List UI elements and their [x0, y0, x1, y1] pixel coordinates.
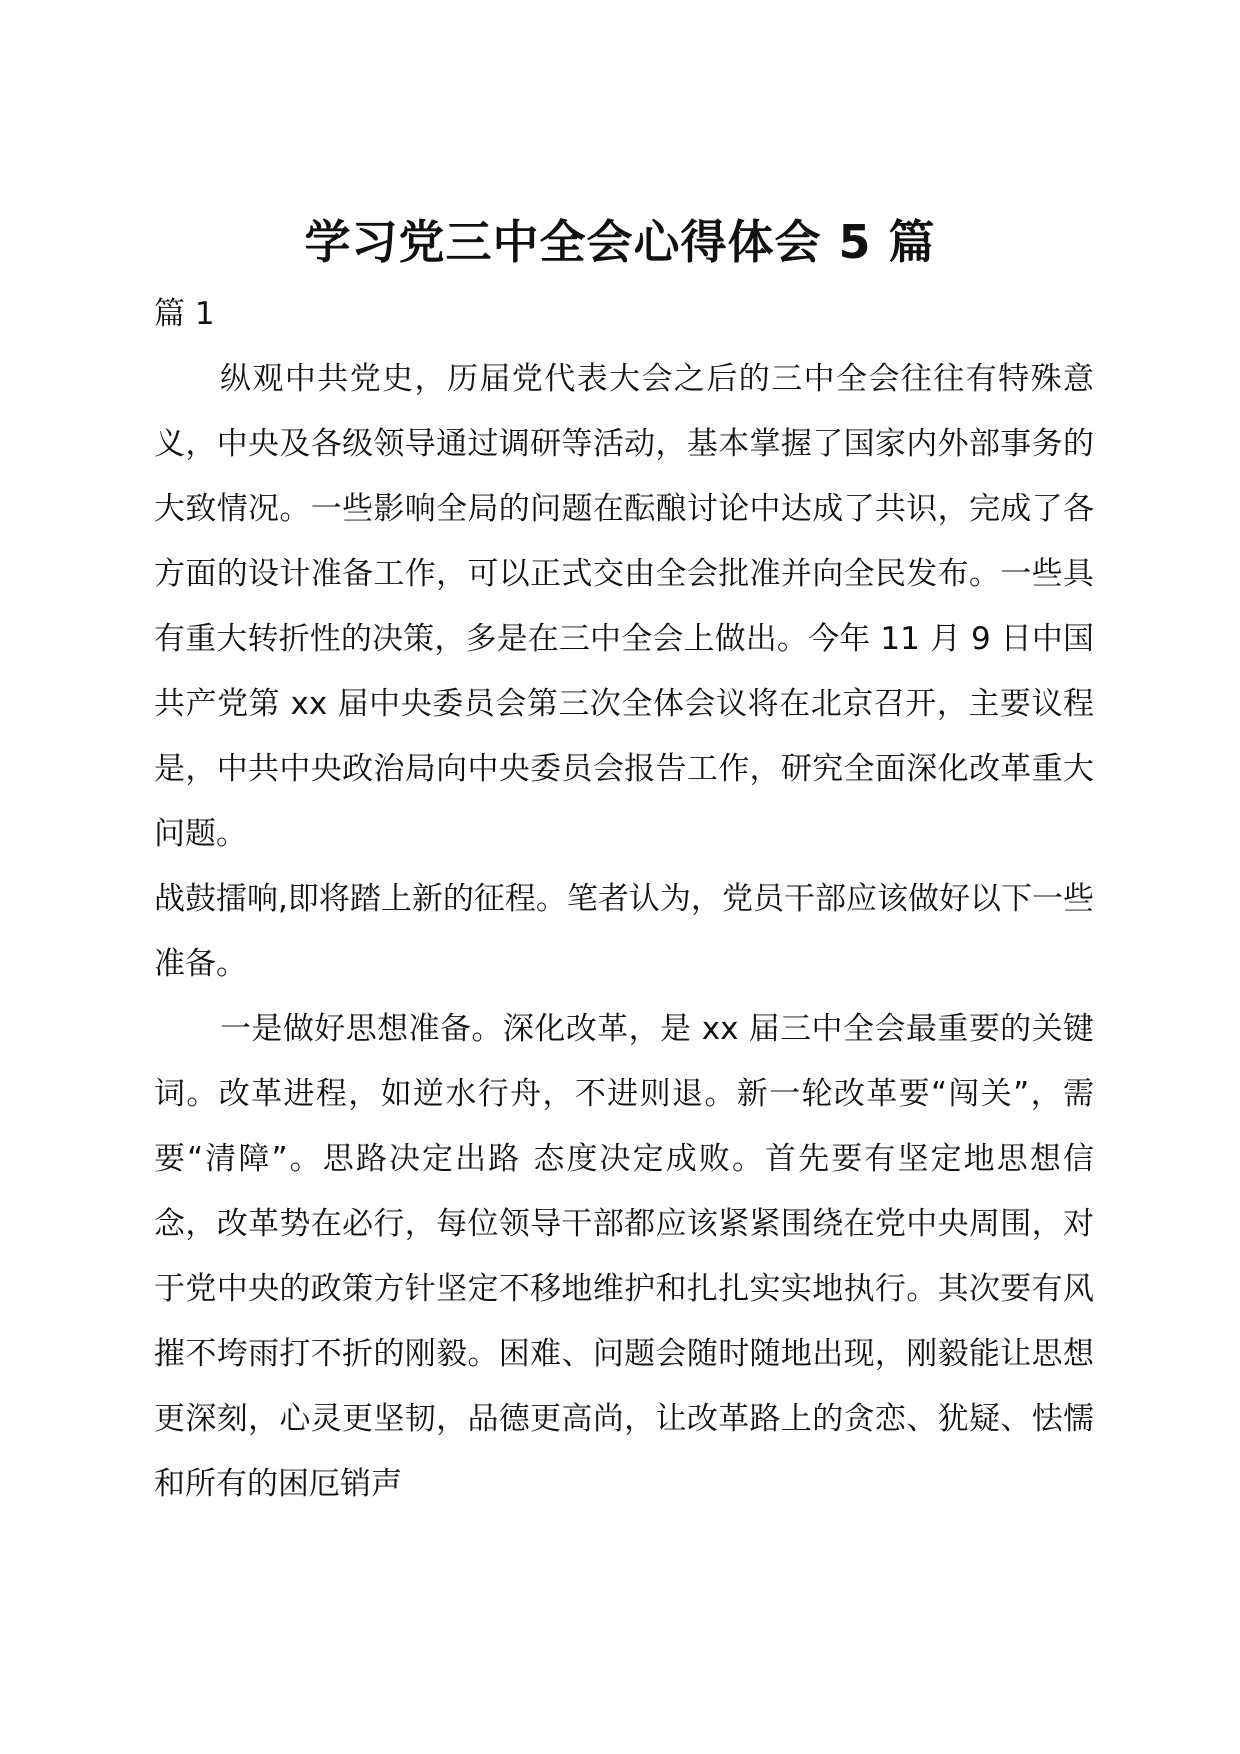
document-title: 学习党三中全会心得体会 5 篇 [304, 215, 936, 269]
paragraph-1: 纵观中共党史，历届党代表大会之后的三中全会往往有特殊意义，中央及各级领导通过调研等活动，基本掌握了国家内外部事务的大致情况。一些影响全局的问题在酝酿讨论中达成了共识，完成了各方面的设计准备工作，可以正式交由全会批准并向全民发布。一些具有重大转折性的决策，多是在三中全会上做出。今年 11 月 9 日中国共产党第 xx 届中央委员会第三次全体会议将在北京召开，主要议程是，中共中央政治局向中央委员会报告工作，研究全面深化改革重大问题。 [154, 361, 1094, 852]
document-body [154, 282, 1094, 1517]
paragraph-2: 战鼓擂响,即将踏上新的征程。笔者认为，党员干部应该做好以下一些准备。 [154, 881, 1094, 982]
paragraph-3: 一是做好思想准备。深化改革，是 xx 届三中全会最重要的关键词。改革进程，如逆水行舟，不进则退。新一轮改革要“闯关”，需要“清障”。思路决定出路 态度决定成败。首先要有坚定地思想信念，改革势在必行，每位领导干部都应该紧紧围绕在党中央周围，对于党中央的政策方针坚定不移地维护和扎扎实实地执行。其次要有风摧不垮雨打不折的刚毅。困难、问题会随时随地出现，刚毅能让思想更深刻，心灵更坚韧，品德更高尚，让改革路上的贪恋、犹疑、怯懦和所有的困厄销声 [154, 1011, 1094, 1502]
section-label: 篇 1 [154, 296, 215, 332]
